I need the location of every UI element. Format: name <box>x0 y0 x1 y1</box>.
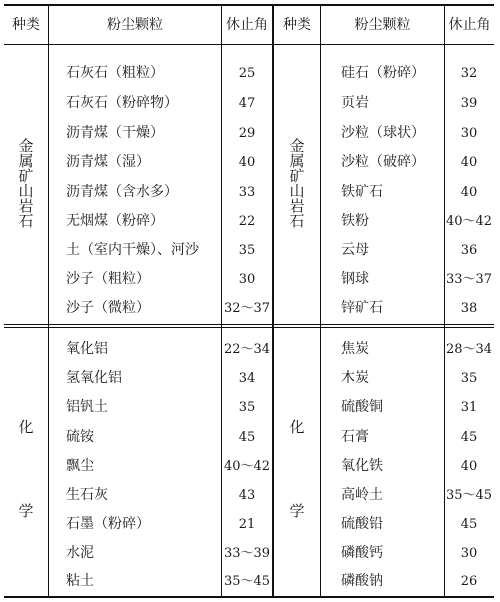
header-category-left: 种类 <box>12 17 40 33</box>
row-name: 生石灰 <box>66 487 108 503</box>
category-metal-mine-rock-left: 金属矿山岩石 <box>18 137 34 230</box>
row-angle: 28～34 <box>445 342 493 357</box>
row-name: 磷酸钠 <box>341 573 383 589</box>
category-chemical-left-char-2: 学 <box>18 502 34 520</box>
row-angle: 33～37 <box>445 272 493 287</box>
row-name: 硫铵 <box>66 429 94 445</box>
row-name: 锌矿石 <box>341 300 383 316</box>
row-angle: 40 <box>460 155 478 170</box>
section-rule-top <box>4 324 494 325</box>
row-angle: 32 <box>460 66 478 81</box>
table-bottom-rule <box>4 596 494 598</box>
row-angle: 45 <box>238 430 256 445</box>
row-angle: 39 <box>460 96 478 111</box>
category-chemical-left-char-1: 化 <box>18 418 34 436</box>
angle-of-repose-table <box>4 4 494 598</box>
row-angle: 29 <box>238 126 256 141</box>
row-name: 氧化铝 <box>66 341 108 357</box>
col-rule-1 <box>48 4 49 598</box>
row-name: 无烟煤（粉碎） <box>66 213 164 229</box>
header-rule <box>4 44 494 45</box>
row-name: 硫酸铜 <box>341 399 383 415</box>
category-chemical-right-char-1: 化 <box>289 418 305 436</box>
row-name: 磷酸钙 <box>341 545 383 561</box>
row-name: 沥青煤（含水多） <box>66 184 178 200</box>
row-angle: 30 <box>460 546 478 561</box>
category-metal-mine-rock-right: 金属矿山岩石 <box>289 137 305 230</box>
row-name: 石灰石（粗粒） <box>66 65 164 81</box>
row-name: 粘土 <box>66 573 94 589</box>
header-angle-left: 休止角 <box>226 17 268 33</box>
row-name: 氧化铁 <box>341 458 383 474</box>
row-name: 钢球 <box>341 271 369 287</box>
header-category-right: 种类 <box>283 17 311 33</box>
row-angle: 22～34 <box>223 342 271 357</box>
col-rule-center <box>272 4 274 598</box>
row-name: 沙子（粗粒） <box>66 271 150 287</box>
row-name: 沙粒（破碎） <box>341 154 425 170</box>
row-angle: 35 <box>238 400 256 415</box>
row-angle: 30 <box>238 272 256 287</box>
row-name: 页岩 <box>341 95 369 111</box>
row-angle: 47 <box>238 96 256 111</box>
row-angle: 26 <box>460 574 478 589</box>
category-chemical-right-char-2: 学 <box>289 502 305 520</box>
row-name: 石膏 <box>341 429 369 445</box>
row-name: 焦炭 <box>341 341 369 357</box>
row-name: 云母 <box>341 242 369 258</box>
row-angle: 32～37 <box>223 301 271 316</box>
row-angle: 34 <box>238 371 256 386</box>
row-name: 硫酸铅 <box>341 516 383 532</box>
row-name: 铁粉 <box>341 213 369 229</box>
row-angle: 35 <box>238 243 256 258</box>
row-name: 木炭 <box>341 370 369 386</box>
row-angle: 35～45 <box>223 574 271 589</box>
row-angle: 21 <box>238 517 256 532</box>
row-name: 硅石（粉碎） <box>341 65 425 81</box>
row-angle: 40～42 <box>223 459 271 474</box>
row-angle: 45 <box>460 517 478 532</box>
header-particle-right: 粉尘颗粒 <box>354 17 411 33</box>
row-name: 沙子（微粒） <box>66 300 150 316</box>
row-angle: 25 <box>238 66 256 81</box>
row-name: 铁矿石 <box>341 184 383 200</box>
row-name: 飘尘 <box>66 458 94 474</box>
row-angle: 35～45 <box>445 488 493 503</box>
row-angle: 40 <box>238 155 256 170</box>
row-angle: 31 <box>460 400 478 415</box>
row-name: 水泥 <box>66 545 94 561</box>
row-angle: 43 <box>238 488 256 503</box>
row-angle: 40 <box>460 185 478 200</box>
row-angle: 38 <box>460 301 478 316</box>
row-name: 石灰石（粉碎物） <box>66 95 178 111</box>
section-rule-bottom <box>4 327 494 328</box>
row-angle: 45 <box>460 430 478 445</box>
col-rule-2 <box>221 4 222 598</box>
row-angle: 40 <box>460 459 478 474</box>
row-angle: 35 <box>460 371 478 386</box>
row-angle: 22 <box>238 214 256 229</box>
row-name: 土（室内干燥）、河沙 <box>66 242 199 258</box>
row-angle: 40～42 <box>445 214 493 229</box>
row-name: 沥青煤（湿） <box>66 154 150 170</box>
row-name: 石墨（粉碎） <box>66 516 150 532</box>
row-angle: 33 <box>238 185 256 200</box>
row-name: 铝钒土 <box>66 399 108 415</box>
row-angle: 36 <box>460 243 478 258</box>
row-name: 沥青煤（干燥） <box>66 125 164 141</box>
row-angle: 33～39 <box>223 546 271 561</box>
header-particle-left: 粉尘颗粒 <box>107 17 163 33</box>
header-angle-right: 休止角 <box>448 17 491 33</box>
row-name: 氢氧化铝 <box>66 370 122 386</box>
row-name: 高岭土 <box>341 487 383 503</box>
col-rule-3 <box>320 4 321 598</box>
row-angle: 30 <box>460 126 478 141</box>
row-name: 沙粒（球状） <box>341 125 425 141</box>
